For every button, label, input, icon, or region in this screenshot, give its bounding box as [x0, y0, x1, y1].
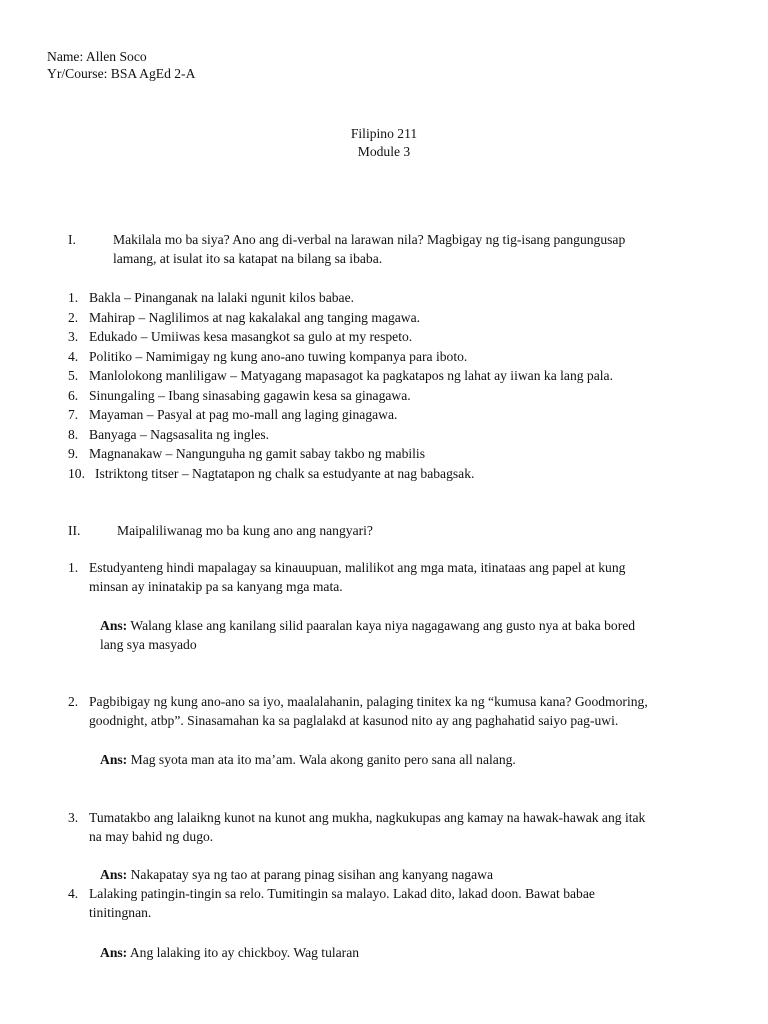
- section-2-numeral: II.: [68, 523, 81, 538]
- list-item: 10. Istriktong titser – Nagtatapon ng chalk sa estudyante at nag babagsak.: [68, 465, 475, 481]
- section-2-instruction: Maipaliliwanag mo ba kung ano ang nangyari?: [117, 523, 373, 538]
- list-item: 2. Mahirap – Naglilimos at nag kakalakal ang tanging magawa.: [68, 309, 421, 325]
- answer-3: Ans: Nakapatay sya ng tao at parang pinag sisihan ang kanyang nagawa: [100, 867, 493, 882]
- student-name: Name: Allen Soco: [47, 49, 147, 64]
- list-item: 7. Mayaman – Pasyal at pag mo-mall ang laging ginagawa.: [68, 407, 398, 422]
- section-1-numeral: I.: [68, 232, 76, 247]
- section-1-list: [68, 288, 728, 483]
- list-item: 9. Magnanakaw – Nangunguha ng gamit sabay takbo ng mabilis: [68, 446, 425, 461]
- list-item: 5. Manlolokong manliligaw – Matyagang mapasagot ka pagkatapos ng lahat ay iiwan ka lang pala.: [68, 368, 613, 383]
- list-item: 8. Banyaga – Nagsasalita ng ingles.: [68, 426, 270, 442]
- list-item: 6. Sinungaling – Ibang sinasabing gagawin kesa sa ginagawa.: [68, 387, 411, 403]
- list-item: 1. Bakla – Pinanganak na lalaki ngunit kilos babae.: [68, 290, 355, 305]
- answer-2: Ans: Mag syota man ata ito ma’am. Wala akong ganito pero sana all nalang.: [100, 752, 516, 767]
- answer-4: Ans: Ang lalaking ito ay chickboy. Wag tularan: [100, 945, 360, 960]
- section-1-instruction-line-1: Makilala mo ba siya? Ano ang di-verbal na larawan nila? Magbigay ng tig-isang pangungusap: [113, 232, 626, 247]
- student-course: Yr/Course: BSA AgEd 2-A: [47, 66, 196, 81]
- answer-1-line-2: lang sya masyado: [100, 637, 197, 652]
- list-item: 4. Politiko – Namimigay ng kung ano-ano tuwing kompanya para iboto.: [68, 348, 468, 364]
- subject-title: Filipino 211: [350, 126, 418, 141]
- list-item: 3. Edukado – Umiiwas kesa masangkot sa gulo at my respeto.: [68, 329, 413, 344]
- module-title: Module 3: [357, 144, 411, 159]
- answer-1: Ans: Walang klase ang kanilang silid paaralan kaya niya nagagawang ang gusto nya at baka bored: [100, 618, 636, 633]
- section-1-instruction-line-2: lamang, at isulat ito sa katapat na bilang sa ibaba.: [113, 251, 383, 266]
